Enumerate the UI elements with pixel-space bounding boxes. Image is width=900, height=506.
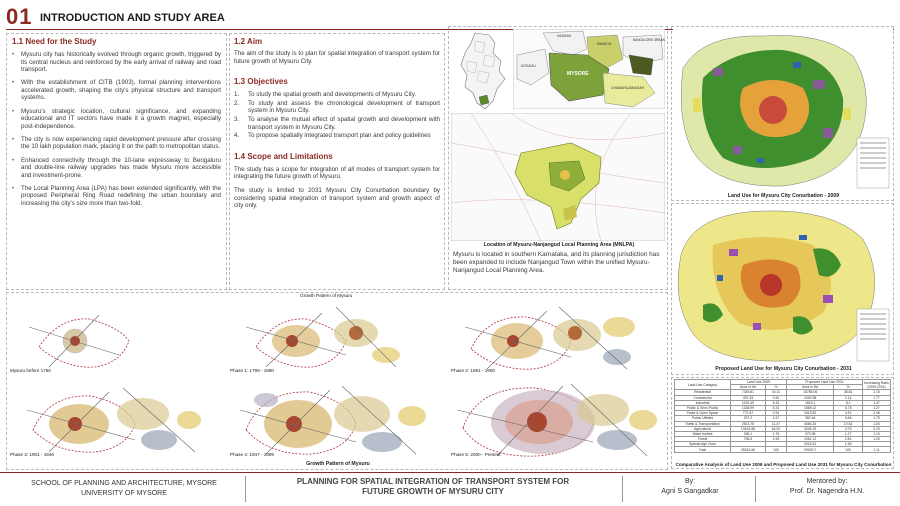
objectives-title: 1.3 Objectives xyxy=(234,77,288,87)
phase-caption: Phase 3: 1901 - 1946 xyxy=(10,452,54,457)
aim-title: 1.2 Aim xyxy=(234,37,263,46)
map-label-kodagu: KODAGU xyxy=(521,64,536,68)
table-cell: Public & Semi-Public xyxy=(675,405,731,410)
table-cell: 0.23 xyxy=(863,426,891,431)
objective-item: 1. To study the spatial growth and developments of Mysuru City. xyxy=(234,91,417,99)
table-cell: 100 xyxy=(765,447,786,452)
th-pct: % xyxy=(834,385,863,390)
th-2031: Proposed Land Use 2031 xyxy=(786,380,862,385)
table-cell: 2.15 xyxy=(863,390,891,395)
landuse-table-panel xyxy=(671,377,894,469)
scope-title: 1.4 Scope and Limitations xyxy=(234,151,333,161)
table-cell: 1865.12 xyxy=(786,405,833,410)
mnlpa-map xyxy=(451,113,665,241)
table-cell: 1.76 xyxy=(765,431,786,436)
table-cell: 2.94 xyxy=(765,411,786,416)
need-bullet: • Mysuru's strategic location, cultural significance, and expanding educational and IT sectors have made it a growth magnet, especially post-independence. xyxy=(12,108,221,131)
table-cell: Water bodies xyxy=(675,431,731,436)
location-caption: Location of Mysuru-Nanjangud Local Planning Area (MNLPA) xyxy=(483,242,635,248)
table-cell: 1613.82 xyxy=(786,411,833,416)
need-bullet: • The Local Planning Area (LPA) has been extended significantly, with the proposed Peripheral Ring Road redefining the urban boundary and increasing the city's size more than two-fold. xyxy=(12,185,221,208)
footer-mentor: Mentored by: Prof. Dr. Nagendra H.N. xyxy=(789,478,865,495)
location-panel xyxy=(448,26,668,290)
table-cell: Total xyxy=(675,447,731,452)
need-bullets xyxy=(12,51,221,208)
table-cell: 1.11 xyxy=(863,447,891,452)
scope-p1: The study has a scope for integration of all modes of transport system for integrating the future growth of Mysuru. xyxy=(234,165,440,181)
landuse-2031-map xyxy=(673,205,893,365)
phase-caption: Phase 4: 1947 - 1999 xyxy=(230,452,274,457)
th-pct: % xyxy=(765,385,786,390)
table-cell: 1.47 xyxy=(863,400,891,405)
table-cell: 4066.26 xyxy=(786,421,833,426)
landuse-table xyxy=(674,379,891,453)
landuse-2031-caption: Proposed Land Use for Mysuru City Conurbation - 2031 xyxy=(715,366,852,372)
phase-map-5 xyxy=(447,380,665,458)
table-cell: 1.10 xyxy=(863,431,891,436)
table-row xyxy=(675,447,891,452)
phase-caption: Phase 5: 2000 - Present xyxy=(451,452,501,457)
table-cell: 3248.15 xyxy=(786,426,833,431)
map-label-chamarajanagar: CHAMARAJANAGAR xyxy=(611,86,644,90)
table-cell: 0.66 xyxy=(834,416,863,421)
th-area: Area in Ha xyxy=(786,385,833,390)
table-cell: 1.53 xyxy=(863,421,891,426)
th-area: Area in Ha xyxy=(731,385,766,390)
table-cell: 15785.06 xyxy=(786,390,833,395)
table-cell: 370.98 xyxy=(786,431,833,436)
table-cell: 5.31 xyxy=(765,405,786,410)
map-label-bangalore: BANGALORE URBAN xyxy=(633,38,665,42)
table-cell: 772.87 xyxy=(731,411,766,416)
footer-divider xyxy=(755,476,756,502)
landuse-2009-caption: Land Use for Mysuru City Conurbation - 2009 xyxy=(727,193,840,199)
table-cell: 1.77 xyxy=(863,395,891,400)
table-cell: Parks & Open Space xyxy=(675,411,731,416)
footer-divider xyxy=(622,476,623,502)
location-description: Mysuru is located in southern Karnataka, and its planning jurisdiction has been expanded to include Nanjangud Town within the unified Mysuru-Nanjangud Local Planning Area. xyxy=(453,251,660,274)
aim-text: The aim of the study is to plan for spatial integration of transport system for future growth of Mysuru City. xyxy=(234,50,440,65)
th-ratio: Increasing Ratio (2009-2031) xyxy=(864,380,889,389)
table-cell: Traffic & Transportation xyxy=(675,421,731,426)
table-cell: Residential xyxy=(675,390,731,395)
footer-project-title: PLANNING FOR SPATIAL INTEGRATION OF TRANSPORT SYSTEM FOR FUTURE GROWTH OF MYSURU CITY xyxy=(296,477,570,496)
table-cell: 100 xyxy=(834,447,863,452)
phase-map-3 xyxy=(9,380,219,458)
section-number: 01 xyxy=(6,4,33,29)
table-cell: 3.51 xyxy=(834,411,863,416)
table-caption: Comparative Analysis of Land Use 2009 and Proposed Land Use 2031 for Mysuru City Conurbation xyxy=(675,462,892,467)
table-cell: Commercial xyxy=(675,395,731,400)
phase-map-4 xyxy=(226,380,442,458)
growth-top-label: Growth Pattern of Mysuru xyxy=(300,293,353,298)
table-cell: 1819.1 xyxy=(786,400,833,405)
growth-caption: Growth Pattern of Mysuru xyxy=(306,461,370,467)
table-cell: 2.60 xyxy=(765,395,786,400)
map-label-mysore: MYSORE xyxy=(567,71,589,77)
table-cell: 10.62 xyxy=(834,421,863,426)
scope-p2: The study is limited to 2031 Mysuru City Conurbation boundary by considering spatial integration of transport system and growth aspect of city only. xyxy=(234,186,440,210)
footer-school: SCHOOL OF PLANNING AND ARCHITECTURE, MYSORE UNIVERSITY OF MYSORE xyxy=(31,480,217,497)
phase-map-2 xyxy=(447,297,665,377)
need-panel xyxy=(6,33,227,290)
table-cell: 29249.7 xyxy=(786,447,833,452)
district-map xyxy=(513,29,665,109)
table-cell: 0.37 xyxy=(765,416,786,421)
phase-map-1 xyxy=(226,297,442,377)
map-label-hassan: HASSAN xyxy=(557,34,571,38)
table-cell: Industrial xyxy=(675,400,731,405)
table-cell: 336.1 xyxy=(731,431,766,436)
table-cell: 13433.56 xyxy=(731,426,766,431)
table-cell: Forest xyxy=(675,437,731,442)
need-bullet: • Mysuru city has historically evolved through organic growth, triggered by its central nucleus and reinforced by the early arrival of railway and road transport. xyxy=(12,51,221,74)
footer-divider xyxy=(245,476,246,502)
objective-item: 2. To study and assess the chronological development of transport system in Mysuru City. xyxy=(234,99,440,115)
objectives-list xyxy=(234,91,440,140)
need-title: 1.1 Need for the Study xyxy=(12,37,97,46)
karnataka-map xyxy=(455,31,511,111)
table-cell: 11.47 xyxy=(765,421,786,426)
table-cell: 2613.75 xyxy=(731,421,766,426)
landuse-2009-panel xyxy=(671,26,894,201)
table-cell: 1.53 xyxy=(765,437,786,442)
table-cell: 34.11 xyxy=(765,390,786,395)
table-cell: 1000.98 xyxy=(786,395,833,400)
table-cell: 2.81 xyxy=(834,437,863,442)
section-title: INTRODUCTION AND STUDY AREA xyxy=(40,12,225,24)
table-cell: 1061.12 xyxy=(786,437,833,442)
need-bullet: • The city is now experiencing rapid development pressure after crossing the 10 lakh population mark, placing it on the path to metropolitan status. xyxy=(12,136,221,151)
table-cell: Special Agri Zone xyxy=(675,442,731,447)
phase-map-0 xyxy=(9,297,219,377)
table-cell: 497.33 xyxy=(731,395,766,400)
table-cell: 766.5 xyxy=(731,437,766,442)
th-2009: Land Use 2009 xyxy=(731,380,787,385)
table-cell: 8.2 xyxy=(834,400,863,405)
objective-item: 4. To propose spatially integrated transport plan and policy guidelines xyxy=(234,132,431,140)
table-cell: 1.27 xyxy=(863,405,891,410)
aim-objectives-panel xyxy=(229,33,445,290)
table-cell: 5.32 xyxy=(765,400,786,405)
table-cell: Public Utilities xyxy=(675,416,731,421)
table-cell: 1.00 xyxy=(863,437,891,442)
table-cell: 6.78 xyxy=(834,405,863,410)
th-category: Land Use Category xyxy=(675,380,731,390)
table-cell: 38.81 xyxy=(834,390,863,395)
table-cell: Agricultural xyxy=(675,426,731,431)
footer-author: By: Agni S Gangadkar xyxy=(661,478,719,495)
table-cell: 1120.49 xyxy=(731,400,766,405)
table-cell: 1.27 xyxy=(834,431,863,436)
table-cell: 2.14 xyxy=(834,395,863,400)
table-cell: 3.76 xyxy=(834,426,863,431)
table-cell: 2015.41 xyxy=(786,442,833,447)
table-cell: 207.2 xyxy=(731,416,766,421)
landuse-2009-map xyxy=(673,28,893,192)
table-cell: 1335.99 xyxy=(731,405,766,410)
phase-caption: Phase 1: 1799 - 1880 xyxy=(230,368,274,373)
table-cell: 7349.81 xyxy=(731,390,766,395)
table-cell: 46.02 xyxy=(765,426,786,431)
need-bullet: • With the establishment of CITB (1903), formal planning interventions accelerated growth, shaping the city's physical structure and transport systems. xyxy=(12,79,221,102)
table-cell: 1.56 xyxy=(834,442,863,447)
table-cell: 28243.66 xyxy=(731,447,766,452)
map-label-mandya: MANDYA xyxy=(597,42,612,46)
phase-caption: Mysuru before 1750 xyxy=(10,368,51,373)
table-cell: 2.08 xyxy=(863,411,891,416)
need-bullet: • Enhanced connectivity through the 10-lane expressway to Bengaluru and double-line railway upgrades has made Mysuru more accessible and investment-prone. xyxy=(12,157,221,180)
phase-caption: Phase 2: 1881 - 1900 xyxy=(451,368,495,373)
landuse-2031-panel xyxy=(671,203,894,375)
objective-item: 3. To analyse the mutual effect of spatial growth and development with transport system in Mysuru City. xyxy=(234,115,440,131)
table-cell: 382.46 xyxy=(786,416,833,421)
table-cell: 1.79 xyxy=(863,416,891,421)
